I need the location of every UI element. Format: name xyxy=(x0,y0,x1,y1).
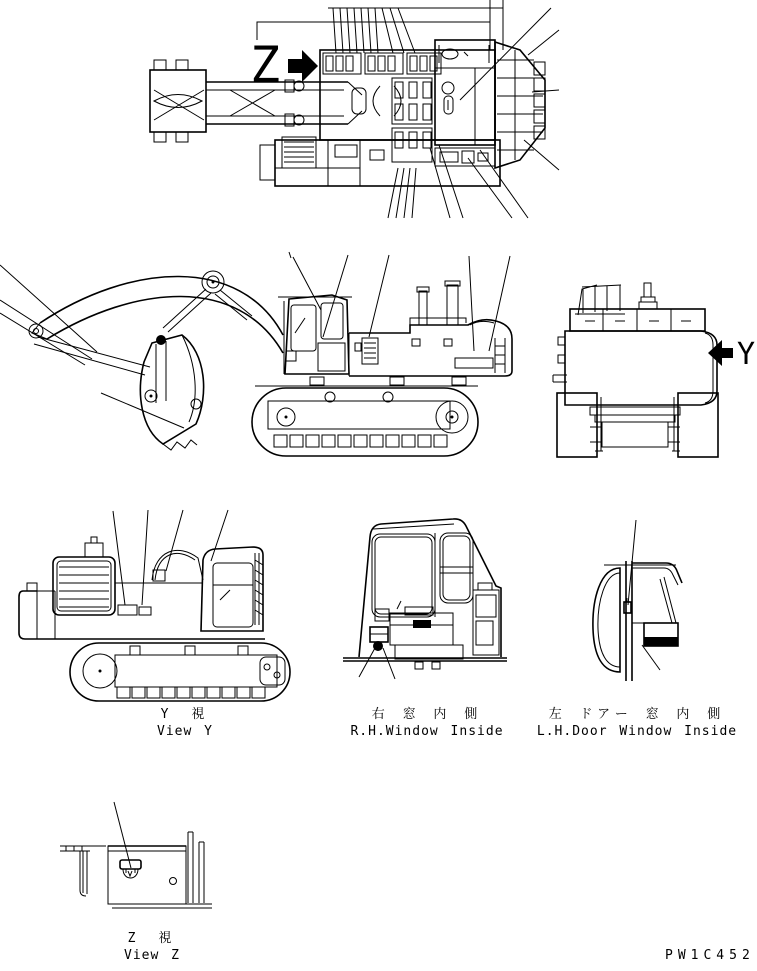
cab-side xyxy=(278,295,352,374)
view-z-callout-line xyxy=(114,802,131,868)
side-view-drawing xyxy=(0,243,540,465)
counterweight-plan xyxy=(495,42,545,168)
top-view-drawing xyxy=(130,0,560,220)
y-view-marker xyxy=(708,337,755,372)
view-y-caption-en: View Y xyxy=(157,724,213,739)
y-direction-arrow-icon xyxy=(708,340,733,366)
lh-door-caption-jp: 左 ドアー 窓 内 側 xyxy=(548,707,726,722)
rh-windows xyxy=(372,533,473,617)
view-z-panel xyxy=(60,832,212,908)
view-y-drawing xyxy=(15,505,305,705)
side-view-callout-lines xyxy=(0,252,510,365)
lh-door-caption-en: L.H.Door Window Inside xyxy=(536,724,738,739)
view-y-machine xyxy=(19,537,265,639)
boom-arm-bucket xyxy=(29,271,283,450)
view-z-caption-en: View Z xyxy=(124,948,180,963)
engine-deck-plan xyxy=(435,40,495,166)
drawing-code: PW1C452 xyxy=(665,948,755,963)
view-y-caption xyxy=(105,706,265,740)
z-marker-label: Z xyxy=(250,36,281,94)
rh-window-caption-en: R.H.Window Inside xyxy=(350,724,504,739)
z-view-marker xyxy=(250,36,318,94)
rh-window-caption xyxy=(347,706,507,740)
rh-window-drawing xyxy=(335,505,525,705)
view-z-drawing xyxy=(60,790,220,915)
z-direction-arrow-icon xyxy=(288,50,318,82)
undercarriage-side xyxy=(252,377,478,456)
rh-cab-outline xyxy=(343,519,507,669)
rear-view-drawing xyxy=(545,275,757,460)
view-z-caption-jp: Z 視 xyxy=(127,931,177,946)
lh-door-caption xyxy=(532,706,742,740)
view-y-caption-jp: Y 視 xyxy=(160,707,210,722)
y-marker-label: Y xyxy=(737,337,756,372)
view-z-caption xyxy=(92,930,212,964)
rear-view-machine xyxy=(553,283,718,457)
lh-door-drawing xyxy=(560,505,750,705)
rh-interior xyxy=(375,583,499,659)
rh-window-caption-jp: 右 窓 内 側 xyxy=(371,707,483,722)
body-side xyxy=(349,281,512,376)
lh-door-frame xyxy=(593,561,682,681)
view-y-callout-lines xyxy=(113,510,228,605)
view-y-undercarriage xyxy=(70,643,290,701)
